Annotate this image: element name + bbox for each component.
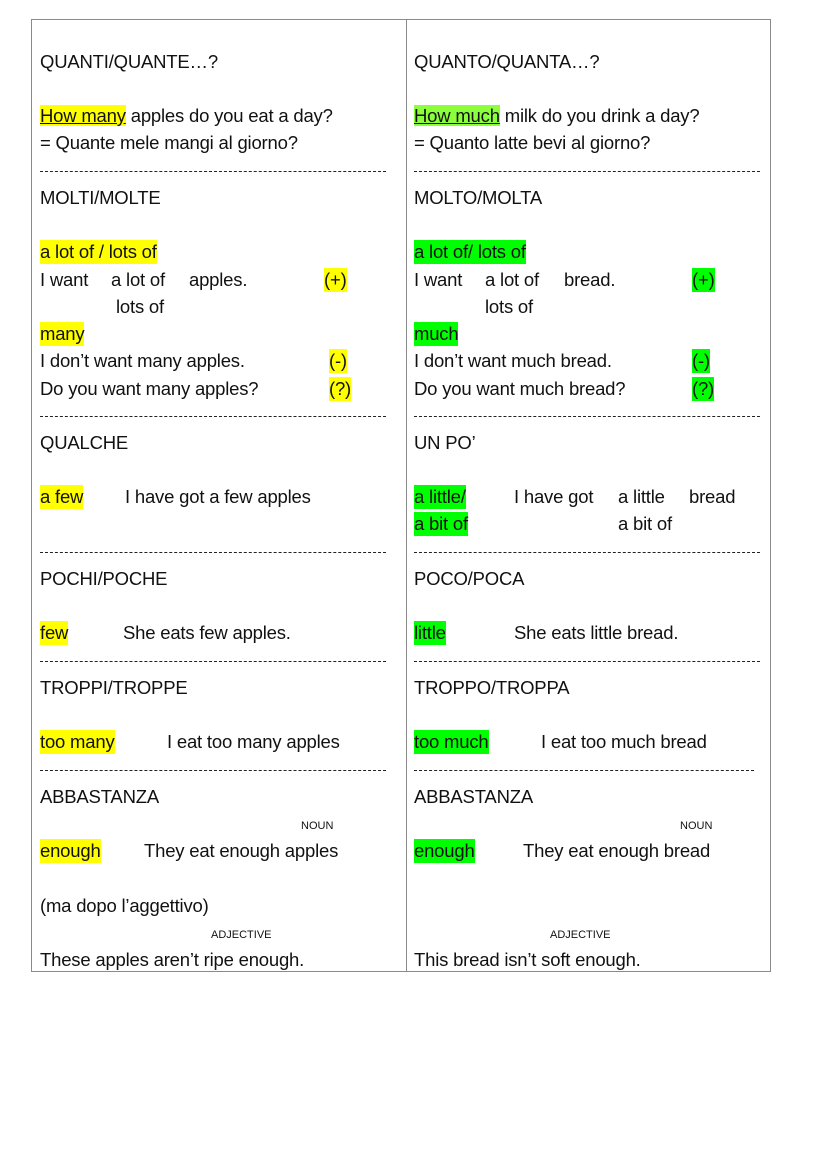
divider — [414, 416, 760, 417]
example-enough: They eat enough apples — [144, 840, 339, 861]
highlight-how-much: How much — [414, 105, 500, 126]
heading-abbastanza: ABBASTANZA — [414, 786, 533, 807]
sign-question: (?) — [329, 378, 352, 399]
divider — [414, 661, 760, 662]
example-little: She eats little bread. — [514, 622, 679, 643]
highlight-too-many: too many — [40, 731, 115, 752]
text-apples: apples. — [189, 269, 248, 290]
highlight-a-few: a few — [40, 486, 84, 507]
highlight-much: much — [414, 323, 459, 344]
heading-quanto: QUANTO/QUANTA…? — [414, 51, 600, 72]
sign-negative: (-) — [692, 350, 710, 371]
example-a-few: I have got a few apples — [125, 486, 311, 507]
highlight-few: few — [40, 622, 69, 643]
highlight-too-much: too much — [414, 731, 489, 752]
text-a-lot-of: a lot of — [111, 269, 165, 290]
label-adjective: ADJECTIVE — [550, 929, 611, 941]
example-adjective: This bread isn’t soft enough. — [414, 949, 641, 970]
example-how-much: How much milk do you drink a day? — [414, 105, 700, 126]
highlight-a-lot-of: a lot of/ lots of — [414, 241, 526, 262]
text-i-want: I want — [414, 269, 463, 290]
example-how-many: How many apples do you eat a day? — [40, 105, 333, 126]
example-negative: I don’t want much bread. — [414, 350, 612, 371]
text-i-have-got: I have got — [514, 486, 594, 507]
example-question: Do you want much bread? — [414, 378, 626, 399]
text-bread: bread. — [564, 269, 616, 290]
example-enough: They eat enough bread — [523, 840, 711, 861]
divider — [40, 416, 386, 417]
example-few: She eats few apples. — [123, 622, 291, 643]
heading-un-po: UN PO’ — [414, 432, 476, 453]
highlight-a-bit-of: a bit of — [414, 513, 468, 534]
example-negative: I don’t want many apples. — [40, 350, 245, 371]
label-noun: NOUN — [680, 820, 713, 832]
sign-positive: (+) — [692, 269, 715, 290]
heading-molto: MOLTO/MOLTA — [414, 187, 542, 208]
heading-troppi: TROPPI/TROPPE — [40, 677, 188, 698]
example-question: Do you want many apples? — [40, 378, 259, 399]
sign-negative: (-) — [329, 350, 347, 371]
text-a-lot-of: a lot of — [485, 269, 539, 290]
translation-quante: = Quante mele mangi al giorno? — [40, 132, 298, 153]
example-too-many: I eat too many apples — [167, 731, 340, 752]
heading-troppo: TROPPO/TROPPA — [414, 677, 570, 698]
sign-positive: (+) — [324, 269, 347, 290]
divider — [40, 171, 386, 172]
divider — [414, 171, 760, 172]
example-adjective: These apples aren’t ripe enough. — [40, 949, 305, 970]
text-lots-of: lots of — [116, 296, 164, 317]
text-a-little: a little — [618, 486, 665, 507]
translation-quanto: = Quanto latte bevi al giorno? — [414, 132, 651, 153]
sign-question: (?) — [692, 378, 715, 399]
divider — [414, 552, 760, 553]
text-lots-of: lots of — [485, 296, 533, 317]
label-adjective: ADJECTIVE — [211, 929, 272, 941]
heading-quanti: QUANTI/QUANTE…? — [40, 51, 218, 72]
divider — [414, 770, 754, 771]
note-after-adjective: (ma dopo l’aggettivo) — [40, 895, 209, 916]
highlight-how-many: How many — [40, 105, 126, 126]
heading-poco: POCO/POCA — [414, 568, 525, 589]
highlight-a-lot-of: a lot of / lots of — [40, 241, 157, 262]
label-noun: NOUN — [301, 820, 334, 832]
heading-molti: MOLTI/MOLTE — [40, 187, 161, 208]
heading-pochi: POCHI/POCHE — [40, 568, 168, 589]
divider — [40, 770, 386, 771]
divider — [40, 661, 386, 662]
highlight-enough: enough — [414, 840, 475, 861]
text-bread: bread — [689, 486, 736, 507]
highlight-many: many — [40, 323, 85, 344]
heading-qualche: QUALCHE — [40, 432, 129, 453]
text-a-bit-of: a bit of — [618, 513, 672, 534]
highlight-enough: enough — [40, 840, 101, 861]
highlight-little: little — [414, 622, 446, 643]
heading-abbastanza: ABBASTANZA — [40, 786, 159, 807]
example-too-much: I eat too much bread — [541, 731, 707, 752]
divider — [40, 552, 386, 553]
highlight-a-little: a little/ — [414, 486, 466, 507]
column-divider — [406, 19, 407, 972]
text-i-want: I want — [40, 269, 89, 290]
